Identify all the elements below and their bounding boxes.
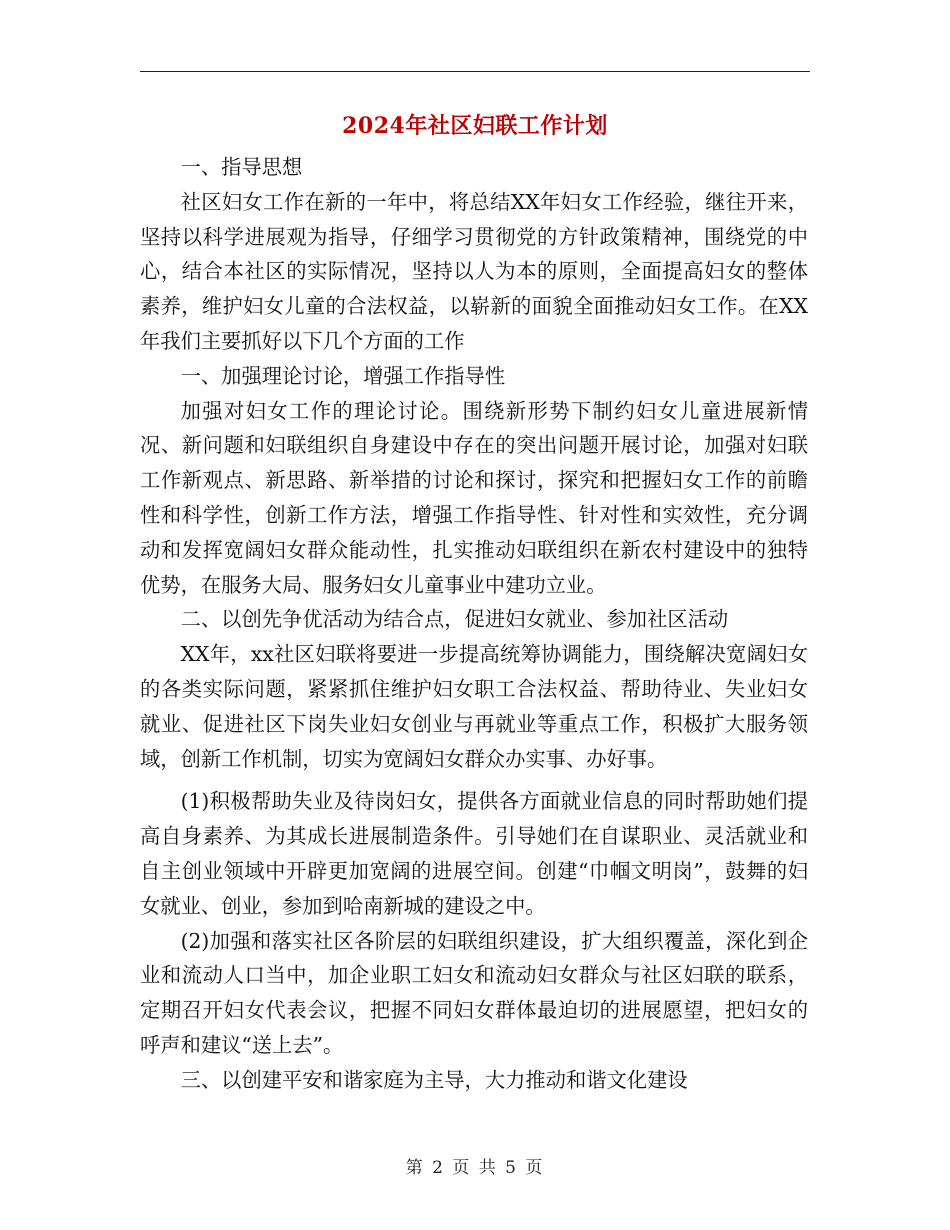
page-number: 第 2 页 共 5 页 [405,1158,545,1178]
section-heading-employment: 二、以创先争优活动为结合点，促进妇女就业、参加社区活动 [180,607,729,632]
section-heading-theory: 一、加强理论讨论，增强工作指导性 [180,363,506,388]
header-rule [140,71,810,72]
body-paragraph: 社区妇女工作在新的一年中，将总结XX年妇女工作经验，继往开来，坚持以科学进展观为指导，仔细学习贯彻党的方针政策精神，围绕党的中心，结合本社区的实际情况，坚持以人为本的原则，全面提高妇女的整体素养，维护妇女儿童的合法权益，以崭新的面貌全面推动妇女工作。在XX年我们主要抓好以下几个方面的工作 [140,189,808,353]
body-paragraph: XX年，xx社区妇联将要进一步提高统筹协调能力，围绕解决宽阔妇女的各类实际问题，紧紧抓住维护妇女职工合法权益、帮助待业、失业妇女就业、促进社区下岗失业妇女创业与再就业等重点工作，积极扩大服务领域，创新工作机制，切实为宽阔妇女群众办实事、办好事。 [140,642,808,771]
document-body [140,150,808,1098]
list-item-2: (2)加强和落实社区各阶层的妇联组织建设，扩大组织覆盖，深化到企业和流动人口当中，加企业职工妇女和流动妇女群众与社区妇联的联系，定期召开妇女代表会议，把握不同妇女群体最迫切的进展愿望，把妇女的呼声和建议“送上去”。 [140,928,808,1057]
section-heading-harmony: 三、以创建平安和谐家庭为主导，大力推动和谐文化建设 [180,1067,688,1092]
section-heading-guiding-thought: 一、指导思想 [180,155,303,179]
body-paragraph: 加强对妇女工作的理论讨论。围绕新形势下制约妇女儿童进展新情况、新问题和妇联组织自身建设中存在的突出问题开展讨论，加强对妇联工作新观点、新思路、新举措的讨论和探讨，探究和把握妇女工作的前瞻性和科学性，创新工作方法，增强工作指导性、针对性和实效性，充分调动和发挥宽阔妇女群众能动性，扎实推动妇联组织在新农村建设中的独特优势，在服务大局、服务妇女儿童事业中建功立业。 [140,398,808,597]
list-item-1: (1)积极帮助失业及待岗妇女，提供各方面就业信息的同时帮助她们提高自身素养、为其成长进展制造条件。引导她们在自谋职业、灵活就业和自主创业领域中开辟更加宽阔的进展空间。创建“巾帼文明岗”，鼓舞的妇女就业、创业，参加到哈南新城的建设之中。 [140,789,808,918]
document-title: 2024年社区妇联工作计划 [342,113,608,139]
